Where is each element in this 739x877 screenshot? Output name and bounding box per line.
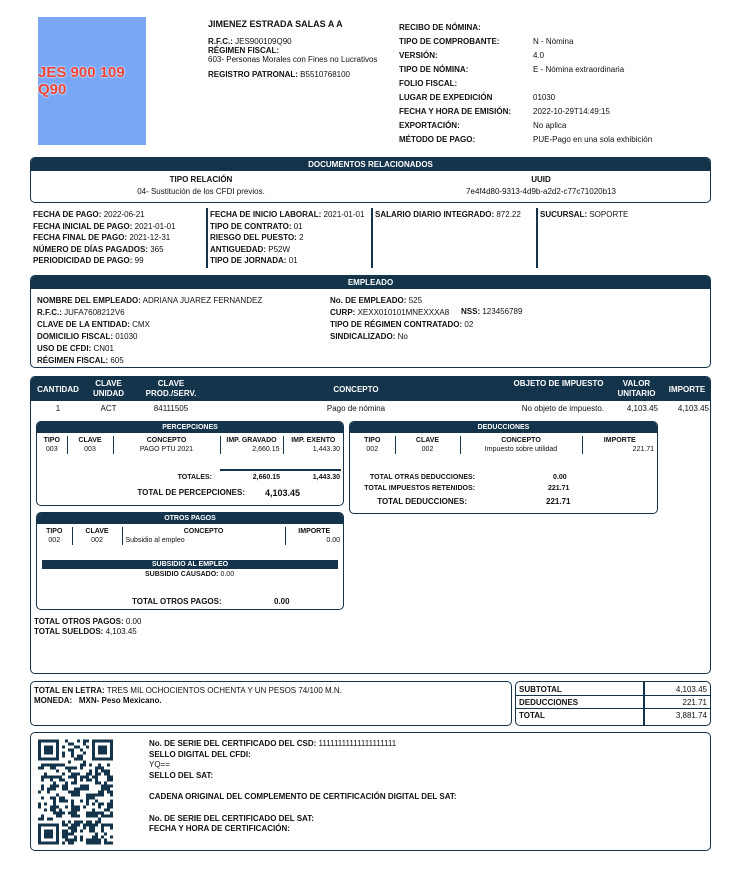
csd-label: No. DE SERIE DEL CERTIFICADO DEL CSD:	[149, 739, 317, 748]
employee-field: TIPO DE RÉGIMEN CONTRATADO: 02	[330, 320, 474, 329]
sello-cfdi-value: YQ==	[149, 760, 170, 769]
serie-sat-label: No. DE SERIE DEL CERTIFICADO DEL SAT:	[149, 813, 314, 823]
col-concepto: CONCEPTO	[333, 385, 379, 394]
cell: ACT	[100, 404, 117, 413]
pay-field: SUCURSAL: SOPORTE	[540, 210, 629, 219]
receipt-value: No aplica	[533, 121, 567, 130]
cell: No objeto de impuesto.	[521, 404, 604, 413]
col-valor: VALOR UNITARIO	[617, 379, 656, 398]
letra-label: TOTAL EN LETRA:	[34, 686, 105, 695]
receipt-label: TIPO DE COMPROBANTE:	[399, 37, 500, 46]
employee-title: EMPLEADO	[31, 276, 710, 289]
total-otros-pagos: 0.00	[274, 597, 290, 606]
receipt-value: 01030	[533, 93, 556, 102]
total-percepciones: 4,103.45	[265, 488, 301, 498]
pay-field: FECHA FINAL DE PAGO: 2021-12-31	[33, 233, 171, 242]
cell: Pago de nómina	[326, 404, 386, 413]
receipt-label: EXPORTACIÓN:	[399, 121, 460, 130]
cell: 1	[55, 404, 61, 413]
receipt-label: LUGAR DE EXPEDICIÓN	[399, 93, 493, 102]
employee-field: SINDICALIZADO: No	[330, 332, 408, 341]
amount-in-words	[30, 681, 512, 726]
csd-value: 11111111111111111111	[318, 739, 397, 748]
total-deducciones: 221.71	[546, 497, 571, 506]
employee-field: RÉGIMEN FISCAL: 605	[37, 356, 124, 365]
employee-field: No. DE EMPLEADO: 525	[330, 296, 423, 305]
cell: 4,103.45	[677, 404, 709, 413]
certificate-section	[30, 732, 711, 851]
pay-field: TIPO DE JORNADA: 01	[210, 256, 298, 265]
total-deducciones-label: TOTAL DEDUCCIONES:	[377, 497, 467, 506]
company-logo	[38, 17, 146, 145]
employee-field: CLAVE DE LA ENTIDAD: CMX	[37, 320, 150, 329]
deducciones-table: TIPO CLAVE CONCEPTO IMPORTE 002 002 Impuesto sobre utilidad 221.71	[350, 436, 657, 454]
employee-field: DOMICILIO FISCAL: 01030	[37, 332, 138, 341]
percepciones-table: TIPO CLAVE CONCEPTO IMP. GRAVADO IMP. EXENTO 003 003 PAGO PTU 2021 2,660.15 1,443.30	[37, 436, 343, 454]
totals-value: 221.71	[682, 698, 707, 707]
receipt-label: FECHA Y HORA DE EMISIÓN:	[399, 107, 512, 116]
pay-field: PERIODICIDAD DE PAGO: 99	[33, 256, 144, 265]
nss-label: NSS:	[461, 307, 481, 316]
concept-row	[31, 404, 711, 414]
receipt-value: 4.0	[533, 51, 545, 60]
col-importe: IMPORTE	[668, 385, 706, 394]
related-documents	[30, 157, 711, 203]
employee-field: R.F.C.: JUFA7608212V6	[37, 308, 125, 317]
related-documents-title: DOCUMENTOS RELACIONADOS	[31, 158, 710, 171]
receipt-label: VERSIÓN:	[399, 51, 438, 60]
totals-value: 3,881.74	[675, 711, 707, 720]
moneda-value: MXN- Peso Mexicano.	[78, 696, 162, 705]
employee-field: USO DE CFDI: CN01	[37, 344, 114, 353]
sello-sat-label: SELLO DEL SAT:	[149, 770, 214, 780]
concepts-section	[30, 376, 711, 674]
totals-value: 4,103.45	[675, 685, 707, 694]
logo-text: JES 900 109 Q90	[38, 64, 125, 98]
pay-field: FECHA INICIAL DE PAGO: 2021-01-01	[33, 221, 176, 231]
summary: TOTAL OTROS PAGOS: 0.00 TOTAL SUELDOS: 4,103.45	[34, 617, 142, 636]
fecha-cert-label: FECHA Y HORA DE CERTIFICACIÓN:	[149, 824, 290, 833]
pay-field: ANTIGUEDAD: P52W	[210, 244, 291, 254]
totals-label: SUBTOTAL	[519, 685, 562, 694]
table-row: 002 002 Impuesto sobre utilidad 221.71	[350, 445, 657, 454]
nss-value: 123456789	[482, 307, 523, 316]
tot-gravado: 2,660.15	[252, 474, 280, 481]
otras-deducciones: 0.00	[553, 474, 567, 481]
deducciones-box	[349, 421, 658, 514]
cell: 84111505	[153, 404, 189, 413]
otros-pagos-title: OTROS PAGOS	[37, 513, 343, 524]
otros-pagos-box	[36, 512, 344, 610]
concepts-header	[31, 377, 710, 401]
tipo-relacion-label: TIPO RELACIÓN	[169, 175, 233, 184]
otros-pagos-table: TIPO CLAVE CONCEPTO IMPORTE 002 002 Subsidio al empleo 0.00	[37, 527, 343, 545]
pay-field: SALARIO DIARIO INTEGRADO: 872.22	[375, 210, 521, 219]
percepciones-title: PERCEPCIONES	[37, 422, 343, 433]
pay-field: FECHA DE INICIO LABORAL: 2021-01-01	[210, 210, 365, 219]
moneda-label: MONEDA:	[34, 696, 73, 705]
pay-field: TIPO DE CONTRATO: 01	[210, 221, 303, 231]
table-row: 002 002 Subsidio al empleo 0.00	[37, 536, 343, 545]
uuid-label: UUID	[531, 175, 551, 184]
percepciones-box	[36, 421, 344, 506]
total-otros-pagos-label: TOTAL OTROS PAGOS:	[132, 597, 222, 606]
table-row: 003 003 PAGO PTU 2021 2,660.15 1,443.30	[37, 445, 343, 454]
letra-value: TRES MIL OCHOCIENTOS OCHENTA Y UN PESOS 74/100 M.N.	[106, 686, 342, 695]
totals-label: TOTAL	[519, 711, 545, 720]
rfc-value: JES900109Q90	[235, 37, 292, 46]
subsidio-causado: 0.00	[220, 571, 235, 578]
col-clave-unidad: CLAVE UNIDAD	[92, 379, 125, 398]
deducciones-title: DEDUCCIONES	[350, 422, 657, 433]
regimen-label: RÉGIMEN FISCAL:	[208, 46, 280, 55]
receipt-label: FOLIO FISCAL:	[399, 79, 458, 88]
pay-field: FECHA DE PAGO: 2022-06-21	[33, 210, 145, 219]
pay-field: RIESGO DEL PUESTO: 2	[210, 233, 304, 242]
sello-cfdi-label: SELLO DIGITAL DEL CFDI:	[149, 749, 251, 759]
rfc-label: R.F.C.:	[208, 37, 233, 46]
cadena-label: CADENA ORIGINAL DEL COMPLEMENTO DE CERTIFICACIÓN DIGITAL DEL SAT:	[149, 792, 457, 801]
subsidio-title: SUBSIDIO AL EMPLEO	[42, 560, 338, 569]
uuid-value: 7e4f4d80-9313-4d9b-a2d2-c77c71020b13	[466, 187, 616, 196]
otras-deducciones-label: TOTAL OTRAS DEDUCCIONES:	[369, 474, 475, 481]
employee-field: NOMBRE DEL EMPLEADO: ADRIANA JUAREZ FERNANDEZ	[37, 296, 263, 305]
registro-value: B5510768100	[300, 70, 350, 79]
total-percepciones-label: TOTAL DE PERCEPCIONES:	[137, 488, 245, 497]
totals-box	[515, 681, 711, 726]
receipt-value: N - Nómina	[533, 37, 574, 46]
pay-field: NÚMERO DE DÍAS PAGADOS: 365	[33, 244, 164, 254]
company-name: JIMENEZ ESTRADA SALAS A A	[208, 19, 343, 29]
employee-section	[30, 275, 711, 368]
receipt-label: TIPO DE NÓMINA:	[399, 65, 469, 74]
receipt-value: 2022-10-29T14:49:15	[533, 107, 610, 116]
cell: 4,103.45	[626, 404, 658, 413]
col-cantidad: CANTIDAD	[37, 385, 79, 394]
receipt-label: RECIBO DE NÓMINA:	[399, 23, 481, 32]
company-info	[208, 20, 377, 79]
col-objeto: OBJETO DE IMPUESTO	[513, 379, 604, 388]
impuestos-retenidos-label: TOTAL IMPUESTOS RETENIDOS:	[364, 485, 475, 492]
qr-code	[38, 739, 113, 845]
impuestos-retenidos: 221.71	[548, 485, 570, 492]
tot-exento: 1,443.30	[312, 474, 340, 481]
employee-field: CURP: XEXX010101MNEXXXA8	[330, 308, 450, 317]
tipo-relacion-value: 04- Sustitución de los CFDI previos.	[137, 187, 265, 196]
col-clave-prod: CLAVE PROD./SERV.	[145, 379, 197, 398]
registro-label: REGISTRO PATRONAL:	[208, 70, 298, 79]
receipt-value: E - Nómina extraordinaria	[533, 65, 625, 74]
receipt-value: PUE-Pago en una sola exhibición	[533, 135, 653, 144]
totals-label: DEDUCCIONES	[519, 698, 579, 707]
subsidio-causado-label: SUBSIDIO CAUSADO:	[145, 571, 219, 578]
totales-label: TOTALES:	[177, 474, 212, 481]
receipt-label: MÉTODO DE PAGO:	[399, 135, 476, 144]
regimen-value: 603- Personas Morales con Fines no Lucrativos	[208, 55, 378, 64]
